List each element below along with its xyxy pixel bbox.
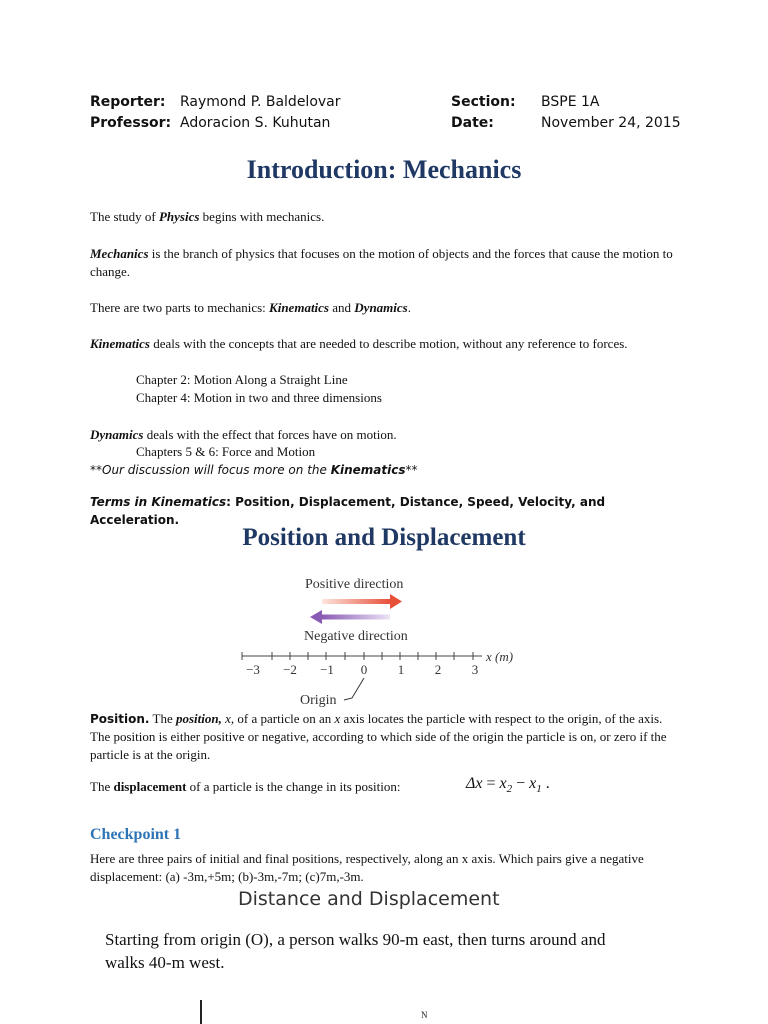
checkpoint-text: Here are three pairs of initial and final positions, respectively, along an x axis. Which pairs give a negative displacement: (a) -3m,+5m; (b)-3m,-7m; (c)7m,-3m. xyxy=(90,851,644,884)
slide-axis-line xyxy=(200,1000,202,1024)
tick-label: −3 xyxy=(246,662,260,677)
dynamics-paragraph: Dynamics deals with the effect that forces have on motion. xyxy=(90,427,397,442)
tick-label: 3 xyxy=(471,662,479,677)
section-label: Section: xyxy=(451,94,516,110)
position-definition: Position. The position, x, of a particle on an x axis locates the particle with respect to the origin, of the axis. The position is either positive or negative, according to which side of the origin the particle is on, or zero if the particle is at the origin. xyxy=(90,711,667,762)
chapter-2-line: Chapter 2: Motion Along a Straight Line xyxy=(136,372,348,387)
terms-line: Terms in Kinematics: Position, Displacement, Distance, Speed, Velocity, and Acceleration. xyxy=(90,495,606,527)
origin-pointer-line xyxy=(344,678,364,700)
origin-label: Origin xyxy=(300,693,337,708)
kinematics-paragraph: Kinematics deals with the concepts that are needed to describe motion, without any reference to forces. xyxy=(90,336,628,351)
tick-label: −2 xyxy=(283,662,297,677)
displacement-definition: The displacement of a particle is the change in its position: xyxy=(90,779,401,794)
axis-unit-label: x (m) xyxy=(486,649,514,664)
focus-note: **Our discussion will focus more on the Kinematics** xyxy=(90,463,418,477)
chapter-4-line: Chapter 4: Motion in two and three dimensions xyxy=(136,390,382,405)
slide-text: Starting from origin (O), a person walks 90-m east, then turns around and walks 40-m west. xyxy=(105,930,606,972)
intro-paragraph-3: There are two parts to mechanics: Kinematics and Dynamics. xyxy=(90,300,411,315)
page-title: Introduction: Mechanics xyxy=(246,155,522,184)
positive-direction-arrowhead xyxy=(390,594,402,609)
slide-title: Distance and Displacement xyxy=(238,888,500,910)
chapters-5-6-line: Chapters 5 & 6: Force and Motion xyxy=(136,444,316,459)
tick-label: 0 xyxy=(360,662,368,677)
displacement-formula: $\Delta x = x_2 - x_1$ . xyxy=(466,775,550,796)
positive-direction-arrow-shaft xyxy=(322,599,390,604)
compass-north-label: N xyxy=(421,1010,428,1020)
reporter-value: Raymond P. Baldelovar xyxy=(180,94,341,110)
date-value: November 24, 2015 xyxy=(541,115,681,131)
negative-direction-arrow-shaft xyxy=(322,615,390,620)
section-title-position-displacement: Position and Displacement xyxy=(242,524,526,551)
professor-value: Adoracion S. Kuhutan xyxy=(180,115,331,131)
tick-label: 1 xyxy=(397,662,405,677)
negative-direction-label: Negative direction xyxy=(304,629,408,644)
section-value: BSPE 1A xyxy=(541,94,600,110)
negative-direction-arrowhead xyxy=(310,610,322,624)
date-label: Date: xyxy=(451,115,494,131)
professor-label: Professor: xyxy=(90,115,172,131)
positive-direction-label: Positive direction xyxy=(305,577,404,592)
tick-label: −1 xyxy=(320,662,334,677)
reporter-label: Reporter: xyxy=(90,94,166,110)
intro-paragraph-2: Mechanics is the branch of physics that focuses on the motion of objects and the forces that cause the motion to change. xyxy=(90,246,673,279)
position-axis-figure xyxy=(230,570,530,710)
checkpoint-title: Checkpoint 1 xyxy=(90,826,182,843)
tick-label: 2 xyxy=(434,662,442,677)
intro-paragraph-1: The study of Physics begins with mechanics. xyxy=(90,209,325,224)
